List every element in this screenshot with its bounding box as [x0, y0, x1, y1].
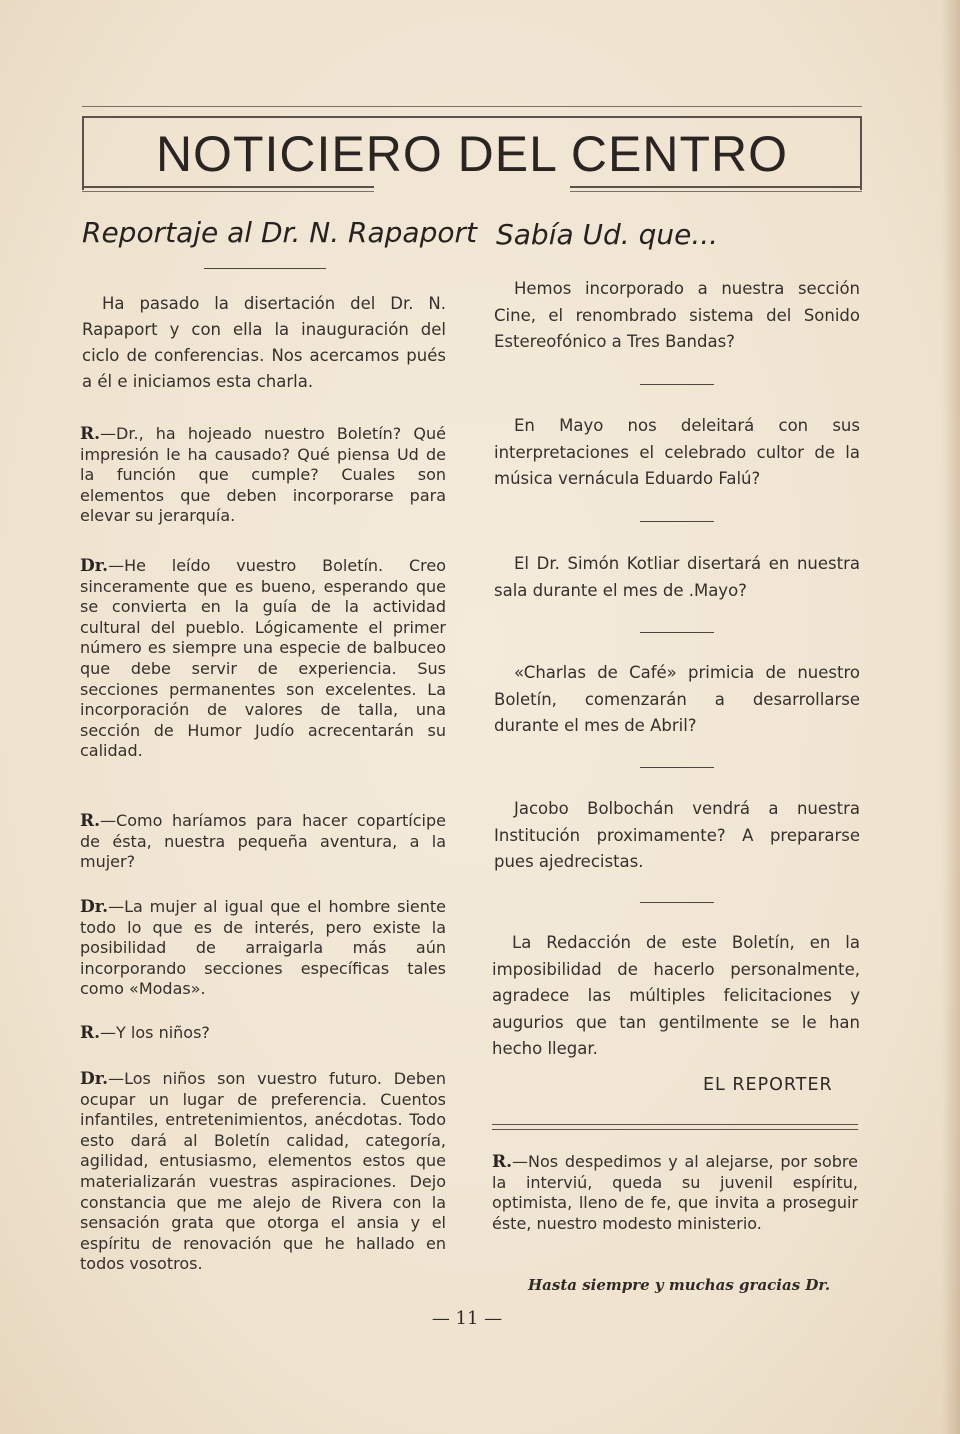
item-separator — [640, 632, 714, 633]
speaker-label: R. — [492, 1152, 513, 1172]
speaker-label: Dr. — [80, 556, 109, 576]
sabia-item: «Charlas de Café» primicia de nuestro Boletín, comenzarán a desarrollarse durante el mes de Abril? — [494, 663, 860, 735]
intro-paragraph: Ha pasado la disertación del Dr. N. Rapaport y con ella la inauguración del ciclo de conferencias. Nos acercamos pués a él e iniciamos esta charla. — [82, 294, 446, 391]
header-bottom-rule-left — [82, 186, 374, 188]
item-separator — [640, 521, 714, 522]
sabia-item: Hemos incorporado a nuestra sección Cine, el renombrado sistema del Sonido Estereofónico a Tres Bandas? — [494, 279, 860, 351]
speaker-label: R. — [80, 1023, 101, 1043]
dialogue-entry — [80, 556, 446, 762]
dialogue-text: —La mujer al igual que el hombre siente todo lo que es de interés, pero existe la posibilidad de arraigarla más aún incorporando secciones específicas tales como «Modas». — [80, 897, 446, 999]
closing-line: Hasta siempre y muchas gracias Dr. — [528, 1276, 831, 1294]
item-separator — [640, 902, 714, 903]
right-column-heading: Sabía Ud. que... — [496, 218, 719, 251]
dialogue-entry — [80, 1023, 446, 1044]
section-divider-thin — [492, 1129, 858, 1130]
dialogue-entry — [80, 811, 446, 873]
farewell-entry — [492, 1152, 858, 1234]
speaker-label: Dr. — [80, 897, 109, 917]
dialogue-text: —Y los niños? — [100, 1023, 210, 1042]
left-heading-rule — [204, 268, 326, 269]
page-title: NOTICIERO DEL CENTRO — [155, 126, 789, 182]
farewell-text: —Nos despedimos y al alejarse, por sobre la interviú, queda su juvenil espíritu, optimista, lleno de fe, que invita a proseguir éste, nuestro modesto ministerio. — [492, 1152, 858, 1233]
item-separator — [640, 384, 714, 385]
dialogue-text: —Como haríamos para hacer copartícipe de ésta, nuestra pequeña aventura, a la mujer? — [80, 811, 446, 872]
left-column-heading: Reportaje al Dr. N. Rapaport — [82, 216, 477, 249]
header-top-rule — [82, 106, 862, 107]
page-edge-shadow — [942, 0, 960, 1434]
speaker-label: R. — [80, 424, 101, 444]
section-divider — [492, 1124, 858, 1125]
dialogue-text: —Dr., ha hojeado nuestro Boletín? Qué impresión le ha causado? Qué piensa Ud de la función que cumple? Cuales son elementos que deben incorporarse para elevar su jerarquía. — [80, 424, 446, 526]
item-separator — [640, 767, 714, 768]
header-bottom-rule-right-thin — [570, 191, 862, 192]
header-bottom-rule-right — [570, 186, 862, 188]
sabia-item: En Mayo nos deleitará con sus interpretaciones el celebrado cultor de la música vernácula Eduardo Falú? — [494, 416, 860, 488]
speaker-label: R. — [80, 811, 101, 831]
dialogue-entry — [80, 424, 446, 527]
sabia-item: El Dr. Simón Kotliar disertará en nuestra sala durante el mes de .Mayo? — [494, 554, 860, 600]
redaccion-paragraph: La Redacción de este Boletín, en la imposibilidad de hacerlo personalmente, agradece las múltiples felicitaciones y augurios que tan gentilmente se le han hecho llegar. — [492, 933, 860, 1058]
dialogue-entry — [80, 897, 446, 1000]
header-bottom-rule-left-thin — [82, 191, 374, 192]
dialogue-text: —Los niños son vuestro futuro. Deben ocupar un lugar de preferencia. Cuentos infantiles, entretenimientos, anécdotas. Todo esto dará al Boletín calidad, categoría, agilidad, entusiasmo, elementos estos que materializarán vuestras aspiraciones. Dejo constancia que me alejo de Rivera con la sensación grata que otorga el ansia y el espíritu de renovación que he hallado en todos vosotros. — [80, 1069, 446, 1274]
dialogue-text: —He leído vuestro Boletín. Creo sinceramente que es bueno, esperando que se convierta en la guía de la actividad cultural del pueblo. Lógicamente el primer número es siempre una especie de balbuceo que debe servir de experiencia. Sus secciones permanentes son excelentes. La incorporación de valores de talla, una sección de Humor Judío acrecentarán su calidad. — [80, 556, 446, 761]
speaker-label: Dr. — [80, 1069, 109, 1089]
reporter-signature: EL REPORTER — [703, 1075, 833, 1095]
page-number: — 11 — — [431, 1308, 503, 1329]
dialogue-entry — [80, 1069, 446, 1275]
sabia-item: Jacobo Bolbochán vendrá a nuestra Institución proximamente? A prepararse pues ajedrecistas. — [494, 799, 860, 871]
